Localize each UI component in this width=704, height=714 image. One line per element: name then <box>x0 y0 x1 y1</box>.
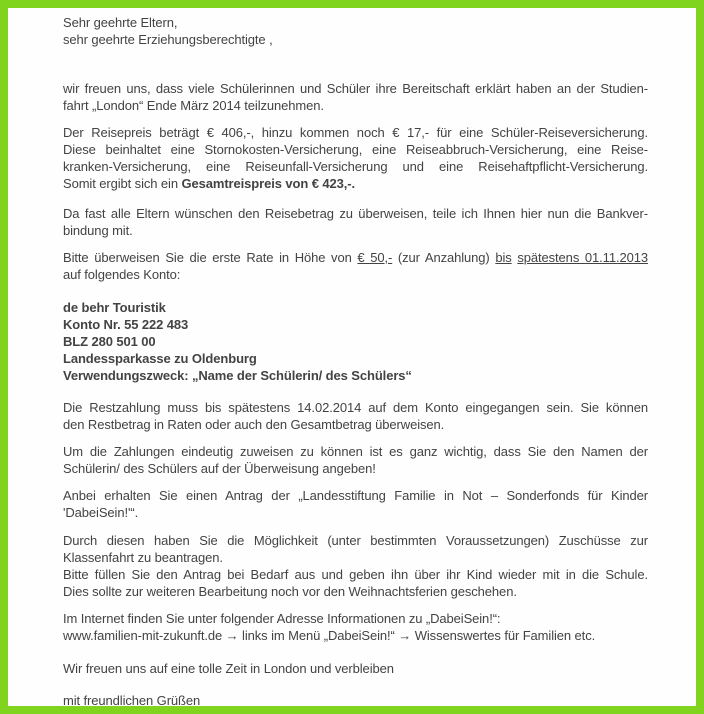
price-total-amount: Gesamtreispreis von € 423,-. <box>181 176 355 191</box>
price-line-1: Der Reisepreis beträgt € 406,-, hinzu kommen noch € 17,- für eine Schüler-Reiseversicherung. <box>63 125 648 140</box>
payment-line-2: auf folgendes Konto: <box>63 267 181 282</box>
payment-amount: € 50,- <box>357 250 393 265</box>
bank-details-recipient: de behr Touristik <box>63 300 166 315</box>
price-line-3: kranken-Versicherung, eine Reiseunfall-Versicherung und eine Reisehaftpflicht-Versicherung. <box>63 159 648 174</box>
paragraph-attachment <box>63 487 648 521</box>
internet-line-2: www.familien-mit-zukunft.de → links im Menü „DabeiSein!“ → Wissenswertes für Familien etc. <box>63 628 596 643</box>
paragraph-internet <box>63 610 648 644</box>
bank-details-reference: Verwendungszweck: „Name der Schülerin/ des Schülers“ <box>63 368 412 383</box>
internet-line-1: Im Internet finden Sie unter folgender Adresse Informationen zu „DabeiSein!“: <box>63 611 501 626</box>
payment-deadline: spätestens 01.11.2013 <box>517 250 648 265</box>
paragraph-payment <box>63 249 648 283</box>
salutation <box>63 14 648 48</box>
payment-prefix: Bitte überweisen Sie die erste Rate in Höhe von <box>63 250 358 265</box>
bank-details-account-number: Konto Nr. 55 222 483 <box>63 317 189 332</box>
intro-line-2: fahrt „London“ Ende März 2014 teilzunehmen. <box>63 98 324 113</box>
grant-line-1: Durch diesen haben Sie die Möglichkeit (unter bestimmten Voraussetzungen) Zuschüsse zur <box>63 533 648 548</box>
paragraph-bank-intro <box>63 205 648 239</box>
paragraph-assignment <box>63 443 648 477</box>
price-line-2: Diese beinhaltet eine Stornokosten-Versicherung, eine Reiseabbruch-Versicherung, eine Reise- <box>63 142 648 157</box>
paragraph-rest-payment <box>63 399 648 433</box>
attachment-line-2: 'DabeiSein!'“. <box>63 505 139 520</box>
grant-line-2: Klassenfahrt zu beantragen. <box>63 550 223 565</box>
bank-intro-line-2: bindung mit. <box>63 223 133 238</box>
bank-intro-line-1: Da fast alle Eltern wünschen den Reisebetrag zu überweisen, teile ich Ihnen hier nun die Bankver- <box>63 206 648 221</box>
attachment-line-1: Anbei erhalten Sie einen Antrag der „Landesstiftung Familie in Not – Sonderfonds für Kinder <box>63 488 648 503</box>
bank-details <box>63 299 648 384</box>
assignment-line-1: Um die Zahlungen eindeutig zuweisen zu können ist es ganz wichtig, dass Sie den Namen der <box>63 444 648 459</box>
price-total-prefix: Somit ergibt sich ein <box>63 176 182 191</box>
grant-line-3: Bitte füllen Sie den Antrag bei Bedarf aus und geben ihn über ihr Kind wieder mit in die Schule. <box>63 567 648 582</box>
salutation-line-2: sehr geehrte Erziehungsberechtigte , <box>63 32 273 47</box>
rest-payment-line-2: den Restbetrag in Raten oder auch den Gesamtbetrag überweisen. <box>63 417 445 432</box>
payment-bis: bis <box>495 250 512 265</box>
closing-line-2: mit freundlichen Grüßen <box>63 693 201 708</box>
paragraph-intro <box>63 80 648 114</box>
intro-line-1: wir freuen uns, dass viele Schülerinnen und Schüler ihre Bereitschaft erklärt haben an der Studien- <box>63 81 648 96</box>
price-line-4 <box>63 175 648 192</box>
bank-details-blz: BLZ 280 501 00 <box>63 334 156 349</box>
closing-regards <box>63 692 648 709</box>
rest-payment-line-1: Die Restzahlung muss bis spätestens 14.02.2014 auf dem Konto eingegangen sein. Sie können <box>63 400 648 415</box>
closing-line-1: Wir freuen uns auf eine tolle Zeit in London und verbleiben <box>63 661 394 676</box>
payment-line-1 <box>63 249 648 266</box>
closing-sentence <box>63 660 648 677</box>
salutation-line-1: Sehr geehrte Eltern, <box>63 15 178 30</box>
bank-details-bank-name: Landessparkasse zu Oldenburg <box>63 351 257 366</box>
paragraph-price <box>63 124 648 192</box>
assignment-line-2: Schülerin/ des Schülers auf der Überweisung angeben! <box>63 461 376 476</box>
grant-line-4: Dies sollte zur weiteren Bearbeitung noch vor den Weihnachtsferien geschehen. <box>63 584 517 599</box>
payment-mid: (zur Anzahlung) <box>392 250 496 265</box>
paragraph-grant <box>63 532 648 600</box>
